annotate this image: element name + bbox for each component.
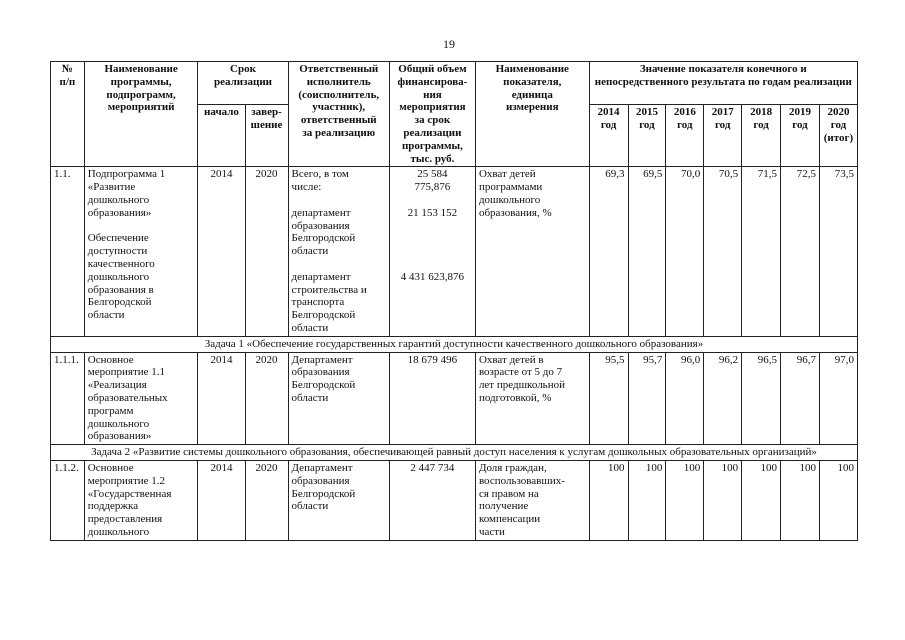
row-value: 100 xyxy=(666,460,704,540)
row-value: 95,7 xyxy=(628,352,666,445)
row-num: 1.1.2. xyxy=(51,460,85,540)
header-executor: Ответственный исполнитель (соисполнитель, участник), ответственный за реализацию xyxy=(288,62,389,167)
row-value: 70,5 xyxy=(704,167,742,336)
row-start: 2014 xyxy=(198,460,245,540)
row-value: 100 xyxy=(781,460,820,540)
row-start: 2014 xyxy=(198,167,245,336)
task-row xyxy=(51,445,858,461)
row-funding: 25 584 775,876 21 153 152 4 431 623,876 xyxy=(389,167,475,336)
table-row xyxy=(51,167,858,336)
header-values-group: Значение показателя конечного и непосредственного результата по годам реализации xyxy=(589,62,857,105)
row-name: Основное мероприятие 1.2 «Государственная поддержка предоставления дошкольного xyxy=(84,460,198,540)
row-value: 100 xyxy=(704,460,742,540)
row-indicator: Охват детей программами дошкольного образования, % xyxy=(475,167,589,336)
header-year: 2016 год xyxy=(666,105,704,167)
header-year: 2019 год xyxy=(781,105,820,167)
header-year: 2020 год (итог) xyxy=(819,105,857,167)
row-value: 96,7 xyxy=(781,352,820,445)
table-row xyxy=(51,352,858,445)
row-value: 100 xyxy=(589,460,628,540)
header-indicator: Наименование показателя, единица измерения xyxy=(475,62,589,167)
row-value: 97,0 xyxy=(819,352,857,445)
row-executor: Департамент образования Белгородской области xyxy=(288,460,389,540)
row-name: Основное мероприятие 1.1 «Реализация образовательных программ дошкольного образования» xyxy=(84,352,198,445)
header-year: 2018 год xyxy=(742,105,781,167)
row-value: 100 xyxy=(819,460,857,540)
row-start: 2014 xyxy=(198,352,245,445)
row-value: 69,3 xyxy=(589,167,628,336)
header-end: завер- шение xyxy=(245,105,288,167)
row-value: 73,5 xyxy=(819,167,857,336)
row-value: 96,5 xyxy=(742,352,781,445)
header-name: Наименование программы, подпрограмм, мероприятий xyxy=(84,62,198,167)
task-title: Задача 2 «Развитие системы дошкольного образования, обеспечивающей равный доступ населения к услугам дошкольных образовательных организаций» xyxy=(51,445,858,461)
header-year: 2014 год xyxy=(589,105,628,167)
row-executor: Всего, в том числе: департамент образования Белгородской области департамент строительства и транспорта Белгородской области xyxy=(288,167,389,336)
row-funding: 2 447 734 xyxy=(389,460,475,540)
row-end: 2020 xyxy=(245,460,288,540)
header-term: Срок реализации xyxy=(198,62,288,105)
header-year: 2017 год xyxy=(704,105,742,167)
row-executor: Департамент образования Белгородской области xyxy=(288,352,389,445)
row-num: 1.1. xyxy=(51,167,85,336)
header-funding: Общий объем финансирова- ния мероприятия за срок реализации программы, тыс. руб. xyxy=(389,62,475,167)
row-value: 71,5 xyxy=(742,167,781,336)
row-indicator: Доля граждан, воспользовавших- ся правом на получение компенсации части xyxy=(475,460,589,540)
program-table xyxy=(50,61,858,541)
row-indicator: Охват детей в возрасте от 5 до 7 лет предшкольной подготовкой, % xyxy=(475,352,589,445)
row-value: 69,5 xyxy=(628,167,666,336)
task-title: Задача 1 «Обеспечение государственных гарантий доступности качественного дошкольного образования» xyxy=(51,336,858,352)
row-num: 1.1.1. xyxy=(51,352,85,445)
page-number: 19 xyxy=(443,37,455,51)
row-name: Подпрограмма 1 «Развитие дошкольного образования» Обеспечение доступности качественного дошкольного образования в Белгородской области xyxy=(84,167,198,336)
header-year: 2015 год xyxy=(628,105,666,167)
row-value: 100 xyxy=(628,460,666,540)
row-end: 2020 xyxy=(245,167,288,336)
row-value: 95,5 xyxy=(589,352,628,445)
header-start: начало xyxy=(198,105,245,167)
header-num: № п/п xyxy=(51,62,85,167)
row-value: 100 xyxy=(742,460,781,540)
row-end: 2020 xyxy=(245,352,288,445)
table-row xyxy=(51,460,858,540)
row-value: 96,2 xyxy=(704,352,742,445)
row-value: 96,0 xyxy=(666,352,704,445)
row-value: 70,0 xyxy=(666,167,704,336)
task-row xyxy=(51,336,858,352)
row-value: 72,5 xyxy=(781,167,820,336)
row-funding: 18 679 496 xyxy=(389,352,475,445)
